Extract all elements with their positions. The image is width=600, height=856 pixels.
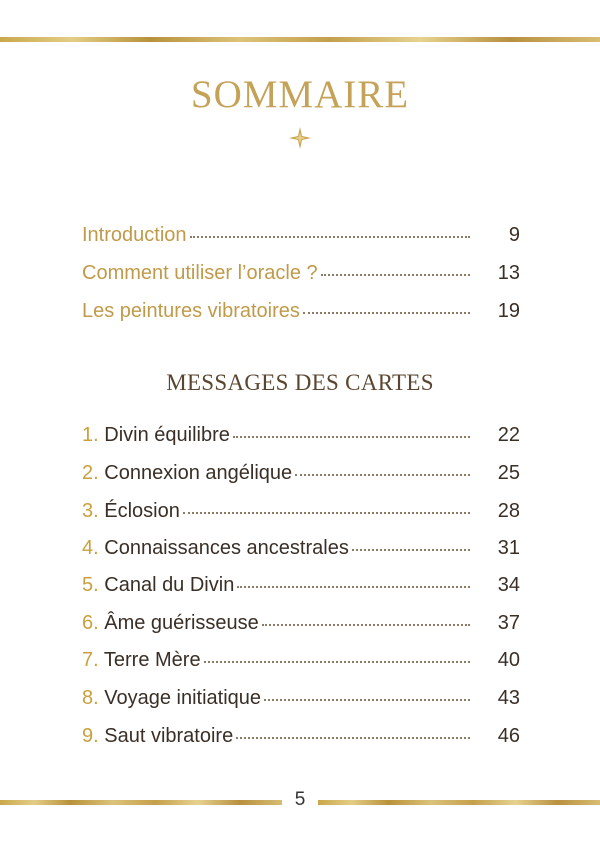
toc-entry-page: 46: [497, 725, 520, 747]
card-number: 4.: [82, 537, 99, 559]
dot-leader: [236, 736, 470, 739]
card-number: 3.: [82, 500, 99, 522]
toc-entry-page: 40: [497, 649, 520, 671]
toc-entry-page: 13: [497, 262, 520, 284]
toc-card-entry-3[interactable]: [82, 500, 520, 528]
bottom-gold-rule-left: [0, 800, 282, 805]
dot-leader: [237, 585, 470, 588]
toc-card-entry-5[interactable]: [82, 574, 520, 602]
dot-leader: [352, 548, 470, 551]
toc-entry-page: 31: [497, 537, 520, 559]
card-label: Éclosion: [104, 500, 180, 522]
toc-card-entry-2[interactable]: [82, 462, 520, 490]
dot-leader: [264, 698, 470, 701]
card-number: 5.: [82, 574, 99, 596]
card-number: 2.: [82, 462, 99, 484]
toc-entry-page: 22: [497, 424, 520, 446]
toc-card-entry-4[interactable]: [82, 537, 520, 565]
toc-card-entry-1[interactable]: [82, 424, 520, 452]
toc-entry-introduction[interactable]: [82, 224, 520, 252]
card-number: 7.: [82, 649, 99, 671]
card-label: Terre Mère: [103, 649, 201, 671]
dot-leader: [295, 473, 470, 476]
toc-card-entry-6[interactable]: [82, 612, 520, 640]
dot-leader: [233, 435, 470, 438]
toc-card-entry-8[interactable]: [82, 687, 520, 715]
dot-leader: [262, 623, 470, 626]
toc-entry-label: Comment utiliser l’oracle ?: [82, 262, 318, 284]
toc-entry-page: 43: [497, 687, 520, 709]
card-number: 8.: [82, 687, 99, 709]
toc-entry-label: Les peintures vibratoires: [82, 300, 300, 322]
dot-leader: [190, 235, 470, 238]
card-label: Voyage initiatique: [104, 687, 262, 709]
card-label: Connaissances ancestrales: [104, 537, 349, 559]
card-number: 6.: [82, 612, 99, 634]
card-label: Saut vibratoire: [104, 725, 234, 747]
toc-card-entry-9[interactable]: [82, 725, 520, 753]
toc-entry-page: 37: [497, 612, 520, 634]
card-label: Âme guérisseuse: [104, 612, 259, 634]
toc-entry-label: Introduction: [82, 224, 187, 246]
dot-leader: [183, 511, 470, 514]
toc-entry-peintures-vibratoires[interactable]: [82, 300, 520, 328]
page-title: SOMMAIRE: [190, 73, 410, 116]
toc-entry-page: 19: [497, 300, 520, 322]
section-title: MESSAGES DES CARTES: [166, 370, 434, 395]
toc-entry-comment-utiliser[interactable]: [82, 262, 520, 290]
toc-entry-page: 25: [497, 462, 520, 484]
dot-leader: [303, 311, 470, 314]
card-label: Divin équilibre: [104, 424, 230, 446]
page-number: 5: [294, 789, 306, 810]
toc-card-entry-7[interactable]: [82, 649, 520, 677]
toc-entry-page: 34: [497, 574, 520, 596]
toc-entry-page: 9: [508, 224, 520, 246]
card-label: Connexion angélique: [104, 462, 293, 484]
diamond-ornament-icon: [288, 126, 312, 150]
card-number: 1.: [82, 424, 99, 446]
dot-leader: [204, 660, 470, 663]
card-number: 9.: [82, 725, 99, 747]
card-label: Canal du Divin: [104, 574, 235, 596]
bottom-gold-rule-right: [318, 800, 600, 805]
toc-entry-page: 28: [497, 500, 520, 522]
dot-leader: [321, 273, 470, 276]
top-gold-rule: [0, 37, 600, 42]
